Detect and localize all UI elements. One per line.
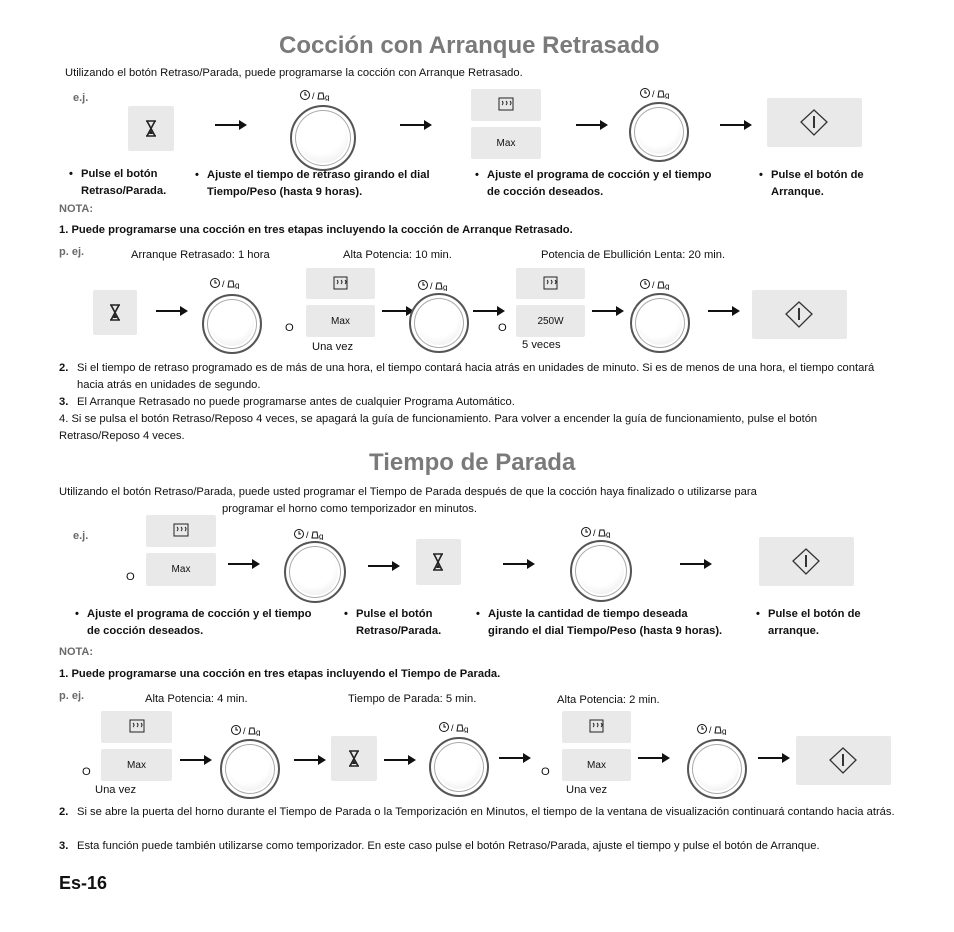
or-label: O: [285, 322, 294, 334]
step-text: • Pulse el botón de arranque.: [768, 606, 888, 639]
arrow-icon: [180, 759, 208, 761]
press-count-label: Una vez: [312, 341, 354, 353]
svg-text:g: g: [665, 91, 670, 99]
press-count-label: Una vez: [566, 784, 608, 796]
max-power-display: Max: [146, 553, 216, 586]
svg-text:/: /: [652, 89, 655, 99]
note-number: 2.: [59, 362, 69, 374]
note-text: 1. Puede programarse una cocción en tres etapas incluyendo el Tiempo de Parada.: [59, 668, 501, 680]
clock-weight-icon: [231, 724, 263, 736]
svg-text:/: /: [593, 528, 596, 538]
example-step-label: Alta Potencia: 2 min.: [557, 694, 660, 706]
svg-text:/: /: [430, 281, 433, 291]
note-text: 4. Si se pulsa el botón Retraso/Reposo 4 veces, se apagará la guía de funcionamiento. Para volver a encender la guía de funcionamiento, pulse el botón Retraso/Reposo 4 veces.: [59, 413, 818, 442]
note-number: 2.: [59, 806, 69, 818]
clock-weight-icon: [300, 89, 332, 101]
svg-text:g: g: [235, 281, 240, 289]
delay-stop-button: [416, 539, 461, 585]
dial-timer-weight-label: [640, 87, 672, 102]
max-power-display: Max: [306, 305, 375, 337]
power-level-button: [306, 268, 375, 299]
time-weight-dial: [630, 293, 690, 353]
dial-timer-weight-label: [581, 526, 613, 541]
example-step-label: Alta Potencia: 4 min.: [145, 693, 248, 705]
svg-text:g: g: [606, 530, 611, 538]
max-power-display: Max: [101, 749, 172, 781]
example-label: e.j.: [73, 530, 89, 542]
arrow-icon: [368, 565, 396, 567]
arrow-icon: [680, 563, 708, 565]
time-weight-dial: [429, 737, 489, 797]
start-diamond-icon: [767, 98, 862, 147]
svg-text:/: /: [243, 726, 246, 736]
example-step-label: Alta Potencia: 10 min.: [343, 249, 452, 261]
svg-text:g: g: [319, 532, 324, 540]
microwave-wave-icon: [562, 711, 631, 743]
example-step-label: Tiempo de Parada: 5 min.: [348, 693, 477, 705]
or-label: O: [126, 571, 135, 583]
clock-weight-icon: [418, 279, 450, 291]
note-text: 1. Puede programarse una cocción en tres etapas incluyendo la cocción de Arranque Retrasado.: [59, 224, 573, 236]
clock-weight-icon: [640, 278, 672, 290]
hourglass-icon: [416, 539, 461, 585]
example-label: p. ej.: [59, 246, 85, 258]
start-diamond-icon: [752, 290, 847, 339]
dial-timer-weight-label: [300, 89, 332, 104]
arrow-icon: [215, 124, 243, 126]
section-title-delayed-start: Cocción con Arranque Retrasado: [279, 32, 660, 59]
svg-text:/: /: [222, 279, 225, 289]
svg-text:/: /: [709, 725, 712, 735]
start-diamond-icon: [796, 736, 891, 785]
svg-text:g: g: [443, 283, 448, 291]
start-button: [752, 290, 847, 339]
microwave-wave-icon: [516, 268, 585, 299]
dial-timer-weight-label: [231, 724, 263, 739]
clock-weight-icon: [640, 87, 672, 99]
dial-timer-weight-label: [439, 721, 471, 736]
note-number: 3.: [59, 396, 69, 408]
hourglass-icon: [128, 106, 174, 151]
section-intro: Utilizando el botón Retraso/Parada, puede programarse la cocción con Arranque Retrasado.: [65, 67, 523, 79]
microwave-wave-icon: [471, 89, 541, 121]
power-level-button: [146, 515, 216, 547]
page-number: Es-16: [59, 873, 108, 893]
step-text: • Pulse el botón Retraso/Parada.: [356, 606, 466, 639]
delay-stop-button: [331, 736, 377, 781]
microwave-wave-icon: [306, 268, 375, 299]
svg-text:g: g: [665, 282, 670, 290]
time-weight-dial: [202, 294, 262, 354]
example-label: e.j.: [73, 92, 89, 104]
start-button: [759, 537, 854, 586]
example-step-label: Arranque Retrasado: 1 hora: [131, 249, 270, 261]
or-label: O: [82, 766, 91, 778]
svg-text:/: /: [306, 530, 309, 540]
press-count-label: 5 veces: [522, 339, 561, 351]
section-intro: Utilizando el botón Retraso/Parada, puede usted programar el Tiempo de Parada después de que la cocción haya finalizado o utilizarse para: [59, 486, 757, 498]
note-text: Esta función puede también utilizarse como temporizador. En este caso pulse el botón Retraso/Parada, ajuste el tiempo y pulse el botón de Arranque.: [77, 840, 820, 852]
arrow-icon: [384, 759, 412, 761]
clock-weight-icon: [210, 277, 242, 289]
step-text: • Pulse el botón de Arranque.: [771, 167, 891, 200]
time-weight-dial: [570, 540, 632, 602]
time-weight-dial: [409, 293, 469, 353]
svg-text:/: /: [652, 280, 655, 290]
press-count-label: Una vez: [95, 784, 137, 796]
svg-text:g: g: [464, 725, 469, 733]
arrow-icon: [499, 757, 527, 759]
or-label: O: [498, 322, 507, 334]
dial-timer-weight-label: [640, 278, 672, 293]
clock-weight-icon: [294, 528, 326, 540]
step-text: • Ajuste el programa de cocción y el tiempo de cocción deseados.: [487, 167, 717, 200]
section-title-stop-time: Tiempo de Parada: [369, 449, 576, 476]
arrow-icon: [382, 310, 410, 312]
dial-timer-weight-label: [418, 279, 450, 294]
clock-weight-icon: [581, 526, 613, 538]
arrow-icon: [576, 124, 604, 126]
arrow-icon: [720, 124, 748, 126]
step-text: • Ajuste el programa de cocción y el tiempo de cocción deseados.: [87, 606, 317, 639]
svg-text:g: g: [256, 728, 261, 736]
step-text: • Ajuste la cantidad de tiempo deseada girando el dial Tiempo/Peso (hasta 9 horas).: [488, 606, 723, 639]
start-button: [767, 98, 862, 147]
clock-weight-icon: [697, 723, 729, 735]
delay-stop-button: [128, 106, 174, 151]
note-label: NOTA:: [59, 203, 94, 215]
arrow-icon: [400, 124, 428, 126]
time-weight-dial: [284, 541, 346, 603]
power-level-button: [516, 268, 585, 299]
svg-text:/: /: [312, 91, 315, 101]
time-weight-dial: [220, 739, 280, 799]
power-level-button: [101, 711, 172, 743]
svg-text:g: g: [325, 93, 330, 101]
step-text: • Ajuste el tiempo de retraso girando el dial Tiempo/Peso (hasta 9 horas).: [207, 167, 469, 200]
note-text: Si el tiempo de retraso programado es de más de una hora, el tiempo contará hacia atrás en unidades de minuto. Si es de menos de una hora, el tiempo contará hacia atrás en unidades de segundo.: [77, 362, 875, 391]
arrow-icon: [294, 759, 322, 761]
delay-stop-button: [93, 290, 137, 335]
dial-timer-weight-label: [697, 723, 729, 738]
hourglass-icon: [93, 290, 137, 335]
arrow-icon: [503, 563, 531, 565]
arrow-icon: [592, 310, 620, 312]
arrow-icon: [156, 310, 184, 312]
time-weight-dial: [687, 739, 747, 799]
arrow-icon: [473, 310, 501, 312]
power-250w-display: 250W: [516, 305, 585, 337]
svg-text:g: g: [722, 727, 727, 735]
arrow-icon: [638, 757, 666, 759]
step-text: • Pulse el botón Retraso/Parada.: [81, 166, 186, 199]
arrow-icon: [228, 563, 256, 565]
dial-timer-weight-label: [210, 277, 242, 292]
example-step-label: Potencia de Ebullición Lenta: 20 min.: [541, 249, 726, 261]
max-power-display: Max: [562, 749, 631, 781]
hourglass-icon: [331, 736, 377, 781]
example-label: p. ej.: [59, 690, 85, 702]
arrow-icon: [758, 757, 786, 759]
microwave-wave-icon: [146, 515, 216, 547]
start-button: [796, 736, 891, 785]
time-weight-dial: [629, 102, 689, 162]
max-power-display: Max: [471, 127, 541, 159]
time-weight-dial: [290, 105, 356, 171]
power-level-button: [562, 711, 631, 743]
note-text: El Arranque Retrasado no puede programarse antes de cualquier Programa Automático.: [77, 396, 515, 408]
note-label: NOTA:: [59, 646, 94, 658]
note-number: 3.: [59, 840, 69, 852]
power-level-button: [471, 89, 541, 121]
section-intro: programar el horno como temporizador en minutos.: [222, 503, 477, 515]
microwave-wave-icon: [101, 711, 172, 743]
note-text: Si se abre la puerta del horno durante el Tiempo de Parada o la Temporización en Minutos, el tiempo de la ventana de visualización continuará contando hacia atrás.: [77, 806, 895, 818]
svg-text:/: /: [451, 723, 454, 733]
start-diamond-icon: [759, 537, 854, 586]
arrow-icon: [708, 310, 736, 312]
or-label: O: [541, 766, 550, 778]
clock-weight-icon: [439, 721, 471, 733]
